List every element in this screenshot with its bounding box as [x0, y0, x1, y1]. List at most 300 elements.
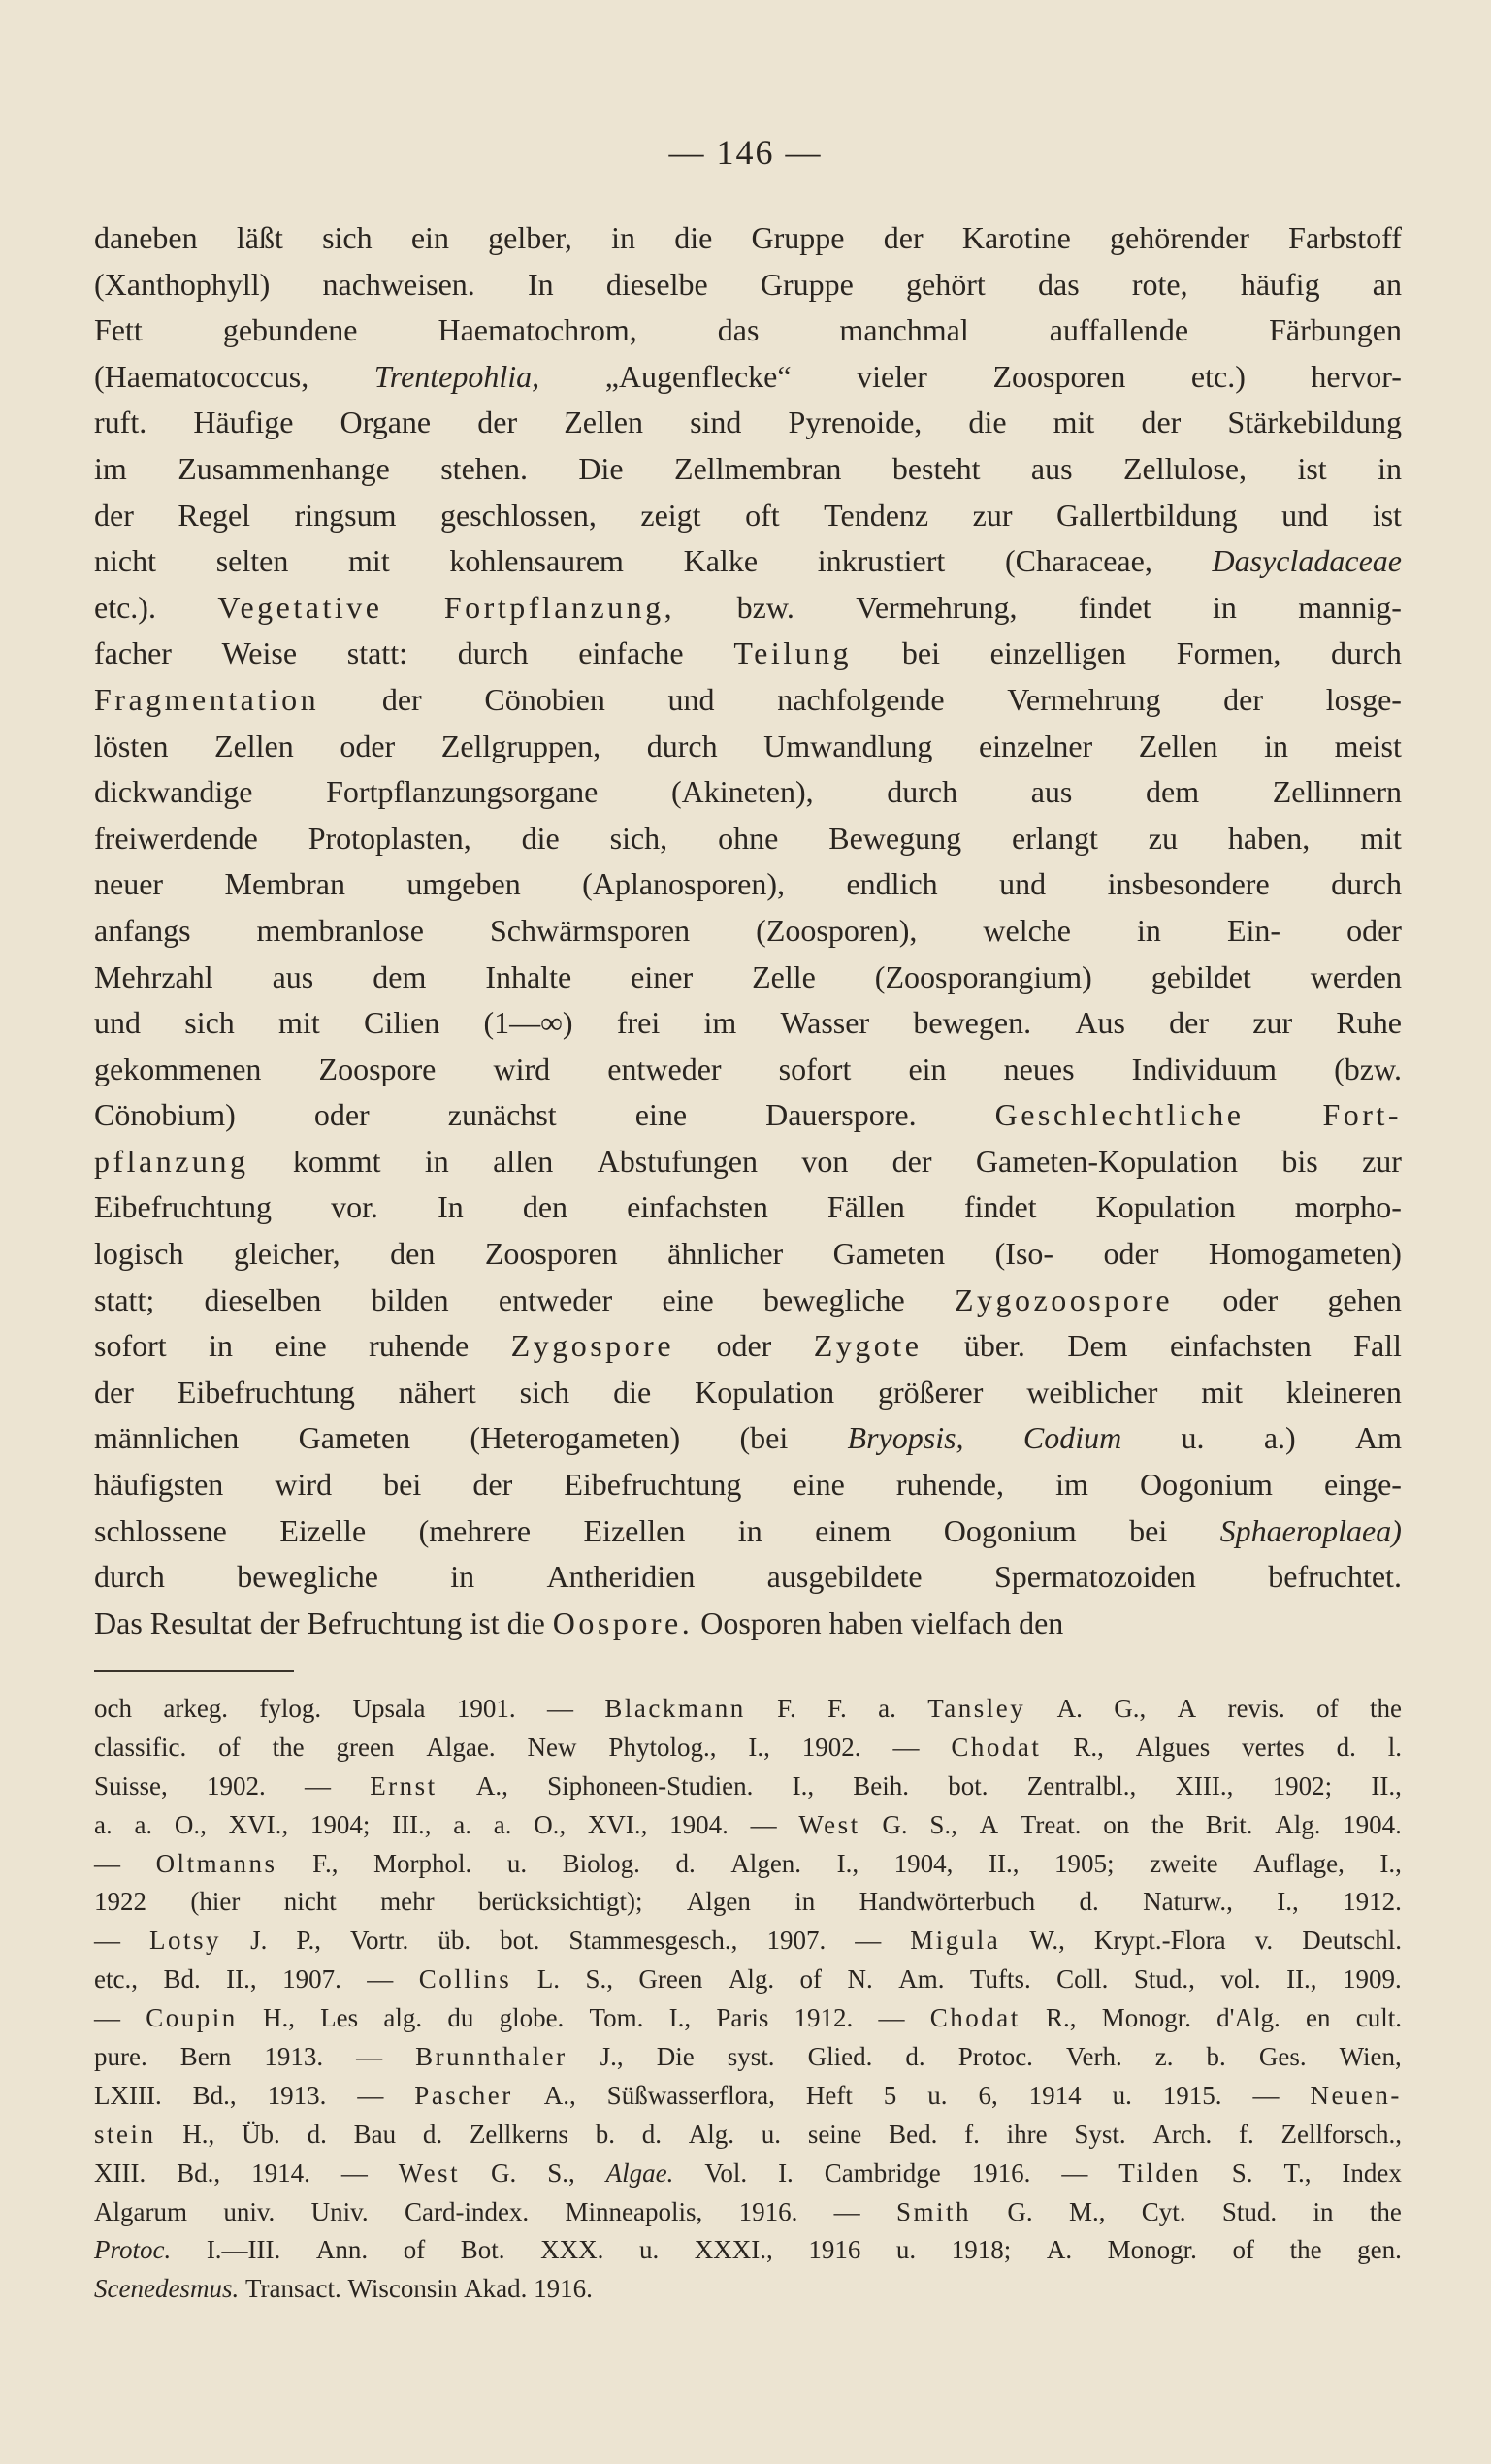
word: Protoplasten, — [308, 820, 471, 856]
word: sind — [690, 405, 742, 440]
word: univ. — [223, 2196, 276, 2226]
word: etc.). — [94, 589, 156, 625]
word: die — [674, 220, 713, 255]
word: 1913. — [264, 2042, 324, 2072]
word: Alg. — [1275, 1809, 1321, 1839]
word: zweite — [1150, 1848, 1218, 1878]
word: haben — [828, 1605, 904, 1640]
word: Fort- — [1322, 1097, 1402, 1133]
word: gekommenen — [94, 1051, 262, 1086]
word: 1912. — [794, 2003, 854, 2033]
word: d. — [641, 2119, 662, 2149]
word: Deutschl. — [1302, 1926, 1402, 1956]
word: durch — [887, 774, 958, 810]
word: f. — [964, 2119, 980, 2149]
word: auffallende — [1049, 312, 1189, 348]
word: Stud. — [1221, 2196, 1278, 2226]
word: Wasser — [780, 1005, 870, 1041]
word: alg. — [383, 2003, 423, 2033]
word: besteht — [891, 450, 981, 486]
word: Vortr. — [350, 1926, 409, 1956]
word: Kalke — [683, 543, 759, 579]
footnote-text — [94, 1690, 1402, 2309]
word: — — [878, 2003, 905, 2033]
footnote-line — [94, 2116, 1402, 2155]
word: Zygote — [813, 1328, 923, 1364]
word: Antheridien — [546, 1559, 696, 1595]
word: — — [304, 1770, 331, 1800]
word: Les — [320, 2003, 359, 2033]
word: I., — [668, 2003, 692, 2033]
word: Zelle — [752, 958, 816, 994]
word: Stud., — [1133, 1964, 1195, 1994]
body-line — [94, 354, 1402, 401]
word: oder — [716, 1328, 772, 1364]
word: the — [1369, 2196, 1402, 2226]
word: aus — [272, 958, 314, 994]
word: zur — [1362, 1143, 1402, 1179]
word: bot. — [948, 1770, 989, 1800]
body-line — [94, 1231, 1402, 1278]
word: Die — [656, 2042, 695, 2072]
word: J., — [600, 2042, 624, 2072]
word: (Haematococcus, — [94, 358, 309, 394]
word: A., — [543, 2080, 576, 2110]
word: ruhende, — [895, 1467, 1004, 1503]
word: einfache — [578, 635, 684, 671]
word: ruft. — [94, 405, 147, 440]
word: Fragmentation — [94, 681, 320, 717]
word: Süßwasserflora, — [606, 2080, 775, 2110]
word: M., — [1068, 2196, 1106, 2226]
word: vielfach — [911, 1605, 1012, 1640]
word: Geschlechtliche — [994, 1097, 1245, 1133]
word: Handwörterbuch — [859, 1887, 1036, 1917]
word: 1902. — [801, 1732, 861, 1762]
word: u. — [927, 2080, 948, 2110]
word: werden — [1310, 958, 1402, 994]
word: och — [94, 1694, 132, 1723]
word: die — [521, 820, 560, 856]
word: mit — [278, 1005, 320, 1041]
word: kommt — [292, 1143, 381, 1179]
word: Oltmanns — [155, 1848, 277, 1878]
word: bei — [383, 1467, 422, 1503]
word: — — [94, 1848, 120, 1878]
word: gehörender — [1110, 220, 1249, 255]
word: J. — [250, 1926, 268, 1956]
word: Oosporen — [700, 1605, 822, 1640]
word: häufig — [1240, 266, 1320, 302]
word: Univ. — [310, 2196, 369, 2226]
word: Lotsy — [149, 1926, 222, 1956]
word: im — [1055, 1467, 1088, 1503]
word: G. — [491, 2157, 517, 2188]
word: Ein- — [1226, 912, 1281, 948]
word: Cilien — [363, 1005, 440, 1041]
word: dieselbe — [605, 266, 708, 302]
word: O., — [174, 1809, 207, 1839]
word: Dem — [1067, 1328, 1128, 1364]
word: die — [506, 1605, 545, 1640]
word: Membran — [224, 866, 345, 902]
word: Tendenz — [824, 497, 929, 533]
word: in — [450, 1559, 475, 1595]
footnote-line — [94, 1806, 1402, 1845]
word: in — [1378, 450, 1402, 486]
word: selten — [215, 543, 289, 579]
body-line — [94, 1370, 1402, 1416]
word: in — [611, 220, 635, 255]
word: (mehrere — [418, 1512, 532, 1548]
word: N. — [847, 1964, 873, 1994]
word: 1904. — [1343, 1809, 1402, 1839]
word: einfachsten — [627, 1189, 768, 1225]
word: Mehrzahl — [94, 958, 213, 994]
word: Krypt.-Flora — [1093, 1926, 1226, 1956]
word: (bzw. — [1334, 1051, 1402, 1086]
word: Vermehrung — [1007, 681, 1161, 717]
word: Monogr. — [1107, 2235, 1197, 2265]
word: S., — [585, 1964, 613, 1994]
word: gebundene — [222, 312, 358, 348]
word: XVI., — [228, 1809, 289, 1839]
word: — — [357, 2080, 384, 2110]
word: oder — [1346, 912, 1402, 948]
word: Codium — [1022, 1420, 1122, 1456]
word: das — [717, 312, 760, 348]
word: Coll. — [1056, 1964, 1109, 1994]
word: findet — [963, 1189, 1037, 1225]
word: männlichen — [94, 1420, 240, 1456]
word: Zellen — [214, 728, 294, 763]
word: zunächst — [447, 1097, 557, 1133]
word: bei — [1129, 1512, 1168, 1548]
word: die — [968, 405, 1007, 440]
word: anfangs — [94, 912, 191, 948]
word: a. — [94, 1809, 113, 1839]
word: Spermatozoiden — [993, 1559, 1196, 1595]
word: d. — [422, 2119, 443, 2149]
word: nicht — [94, 543, 156, 579]
word: gebildet — [1151, 958, 1251, 994]
body-line — [94, 1278, 1402, 1324]
word: G. — [882, 1809, 908, 1839]
word: bilden — [371, 1281, 449, 1317]
word: Dauerspore. — [765, 1097, 917, 1133]
word: statt; — [94, 1281, 155, 1317]
word: Gruppe — [760, 266, 854, 302]
word: ähnlicher — [667, 1236, 784, 1272]
word: a.) — [1263, 1420, 1296, 1456]
word: II., — [226, 1964, 257, 1994]
word: Bd., — [192, 2080, 237, 2110]
word: Zellkerns — [469, 2119, 568, 2149]
word: I. — [778, 2157, 794, 2188]
word: Scenedesmus. — [94, 2274, 240, 2304]
word: Paris — [716, 2003, 769, 2033]
word: gehen — [1327, 1281, 1402, 1317]
word: XXXI., — [694, 2235, 773, 2265]
word: Index — [1342, 2157, 1402, 2188]
word: globe. — [499, 2003, 565, 2033]
word: entweder — [498, 1281, 613, 1317]
word: Häufige — [193, 405, 294, 440]
word: A. — [1056, 1694, 1083, 1723]
word: (Heterogameten) — [470, 1420, 681, 1456]
word: gen. — [1357, 2235, 1402, 2265]
word: (bei — [739, 1420, 789, 1456]
word: of — [1232, 2235, 1255, 2265]
word: XIII. — [94, 2157, 146, 2188]
word: XIII., — [1175, 1770, 1234, 1800]
word: — — [340, 2157, 368, 2188]
word: H., — [262, 2003, 295, 2033]
word: — — [833, 2196, 860, 2226]
word: dieselben — [204, 1281, 322, 1317]
word: der — [477, 405, 518, 440]
word: üb. — [438, 1926, 471, 1956]
word: Verh. — [1065, 2042, 1122, 2072]
word: the — [272, 1732, 305, 1762]
word: von — [801, 1143, 849, 1179]
word: Zellmembran — [674, 450, 842, 486]
word: West — [398, 2157, 461, 2188]
word: III., — [392, 1809, 432, 1839]
word: Oospore. — [552, 1605, 694, 1640]
word: Gameten — [832, 1236, 946, 1272]
word: Homogameten) — [1208, 1236, 1402, 1272]
word: the — [1151, 1809, 1183, 1839]
page-number: — 146 — — [668, 133, 823, 172]
word: „Augenflecke“ — [604, 358, 792, 394]
word: neuer — [94, 866, 164, 902]
word: einzelner — [978, 728, 1093, 763]
word: in — [1264, 728, 1288, 763]
word: 1912. — [1343, 1887, 1402, 1917]
footnote-line — [94, 2231, 1402, 2270]
word: Färbungen — [1269, 312, 1402, 348]
word: 1904; — [309, 1809, 371, 1839]
word: der — [472, 1467, 513, 1503]
word: green — [336, 1732, 395, 1762]
word: durch — [457, 635, 529, 671]
word: Chodat — [951, 1732, 1042, 1762]
word: T., — [1283, 2157, 1312, 2188]
body-line — [94, 861, 1402, 908]
word: etc.) — [1190, 358, 1246, 394]
word: rote, — [1131, 266, 1188, 302]
word: Abstufungen — [597, 1143, 758, 1179]
word: dem — [373, 958, 427, 994]
word: statt: — [346, 635, 407, 671]
word: gleicher, — [233, 1236, 340, 1272]
body-line — [94, 446, 1402, 493]
word: Bd. — [163, 1964, 201, 1994]
word: b. — [1206, 2042, 1226, 2072]
word: etc., — [94, 1964, 138, 1994]
word: bot. — [500, 1926, 540, 1956]
word: Vol. — [704, 2157, 748, 2188]
word: zur — [972, 497, 1013, 533]
footnote-line — [94, 1729, 1402, 1767]
word: der — [94, 497, 134, 533]
word: u. — [506, 1848, 528, 1878]
word: 6, — [978, 2080, 998, 2110]
word: Treat. — [1020, 1809, 1082, 1839]
word: morpho- — [1294, 1189, 1402, 1225]
footnote-line — [94, 1883, 1402, 1922]
word: Karotine — [961, 220, 1071, 255]
word: welche — [983, 912, 1071, 948]
footnote-line — [94, 2270, 1402, 2309]
word: Gallertbildung — [1056, 497, 1238, 533]
word: Bryopsis, — [847, 1420, 964, 1456]
word: an — [1372, 266, 1402, 302]
word: 1904, — [893, 1848, 954, 1878]
word: den — [1019, 1605, 1064, 1640]
word: kohlensaurem — [449, 543, 624, 579]
word: ringsum — [294, 497, 397, 533]
word: geschlossen, — [439, 497, 597, 533]
word: sich — [519, 1374, 570, 1410]
word: sich — [184, 1005, 235, 1041]
word: Algues — [1135, 1732, 1211, 1762]
word: den — [522, 1189, 568, 1225]
word: u. — [761, 2119, 782, 2149]
word: ein — [410, 220, 449, 255]
word: Coupin — [146, 2003, 238, 2033]
word: Zoospore — [318, 1051, 437, 1086]
footnote-line — [94, 1690, 1402, 1729]
word: Regel — [178, 497, 251, 533]
word: stehen. — [440, 450, 528, 486]
word: Smith — [896, 2196, 972, 2226]
word: Biolog. — [562, 1848, 640, 1878]
word: wird — [275, 1467, 333, 1503]
word: allen — [493, 1143, 554, 1179]
word: sich — [322, 220, 373, 255]
word: Zoosporen — [992, 358, 1126, 394]
word: a. — [878, 1694, 896, 1723]
word: bewegliche — [237, 1559, 378, 1595]
word: XXX. — [540, 2235, 604, 2265]
word: Monogr. — [1101, 2003, 1191, 2033]
word: Algen — [686, 1887, 751, 1917]
body-text — [94, 215, 1402, 1646]
word: — — [1252, 2080, 1280, 2110]
word: I., — [836, 1848, 859, 1878]
word: Eizellen — [583, 1512, 686, 1548]
word: und — [94, 1005, 141, 1041]
word: Ann. — [315, 2235, 369, 2265]
word: umgeben — [406, 866, 521, 902]
word: läßt — [236, 220, 283, 255]
word: 5 — [883, 2080, 897, 2110]
word: stein — [94, 2119, 156, 2149]
word: findet — [1078, 589, 1151, 625]
word: Tansley — [927, 1694, 1026, 1723]
word: Algae. — [426, 1732, 496, 1762]
word: Das — [94, 1605, 143, 1640]
word: a. — [453, 1809, 472, 1839]
word: Eizelle — [279, 1512, 367, 1548]
word: (hier — [190, 1887, 241, 1917]
word: R., — [1073, 1732, 1104, 1762]
word: Üb. — [242, 2119, 280, 2149]
word: d'Alg. — [1216, 2003, 1280, 2033]
word: bis — [1281, 1143, 1318, 1179]
word: oder — [1103, 1236, 1159, 1272]
word: Cönobium) — [94, 1097, 236, 1133]
word: in — [1212, 589, 1237, 625]
word: Transact. — [244, 2274, 341, 2304]
word: Weise — [221, 635, 298, 671]
body-line — [94, 308, 1402, 354]
word: Algen. — [730, 1848, 802, 1878]
word: Auflage, — [1253, 1848, 1345, 1878]
word: Eibefruchtung — [564, 1467, 742, 1503]
body-line — [94, 1184, 1402, 1231]
word: New — [527, 1732, 577, 1762]
word: gelber, — [488, 220, 572, 255]
word: Collins — [418, 1964, 512, 1994]
body-line — [94, 769, 1402, 816]
word: 1916 — [808, 2235, 861, 2265]
word: Arch. — [1152, 2119, 1213, 2149]
word: oft — [745, 497, 780, 533]
word: Fett — [94, 312, 143, 348]
word: — — [367, 1964, 394, 1994]
body-line — [94, 1047, 1402, 1093]
word: membranlose — [256, 912, 424, 948]
word: Zellen — [564, 405, 643, 440]
word: (Zoosporen), — [756, 912, 918, 948]
word: Fortpflanzungsorgane — [326, 774, 599, 810]
word: Kopulation — [695, 1374, 835, 1410]
word: sofort — [94, 1328, 167, 1364]
word: Teilung — [733, 635, 853, 671]
word: 1901. — [456, 1694, 516, 1723]
word: der — [1223, 681, 1264, 717]
body-line — [94, 1139, 1402, 1185]
word: inkrustiert — [817, 543, 946, 579]
body-line — [94, 724, 1402, 770]
word: freiwerdende — [94, 820, 258, 856]
word: Stärkebildung — [1227, 405, 1402, 440]
word: manchmal — [839, 312, 969, 348]
word: Algae. — [605, 2157, 674, 2188]
word: 1916. — [971, 2157, 1031, 2188]
word: Organe — [340, 405, 432, 440]
word: Upsala — [352, 1694, 426, 1723]
word: mit — [1360, 820, 1402, 856]
word: L. — [536, 1964, 560, 1994]
word: West — [798, 1809, 860, 1839]
word: ist — [470, 1605, 500, 1640]
word: Ernst — [370, 1770, 438, 1800]
body-line — [94, 631, 1402, 677]
word: — — [750, 1809, 777, 1839]
body-line — [94, 816, 1402, 862]
word: meist — [1334, 728, 1402, 763]
word: in — [794, 1887, 816, 1917]
word: Card-index. — [404, 2196, 530, 2226]
word: Phytolog., — [608, 1732, 717, 1762]
word: kleineren — [1285, 1374, 1402, 1410]
word: 1913. — [267, 2080, 327, 2110]
word: gehört — [906, 266, 986, 302]
